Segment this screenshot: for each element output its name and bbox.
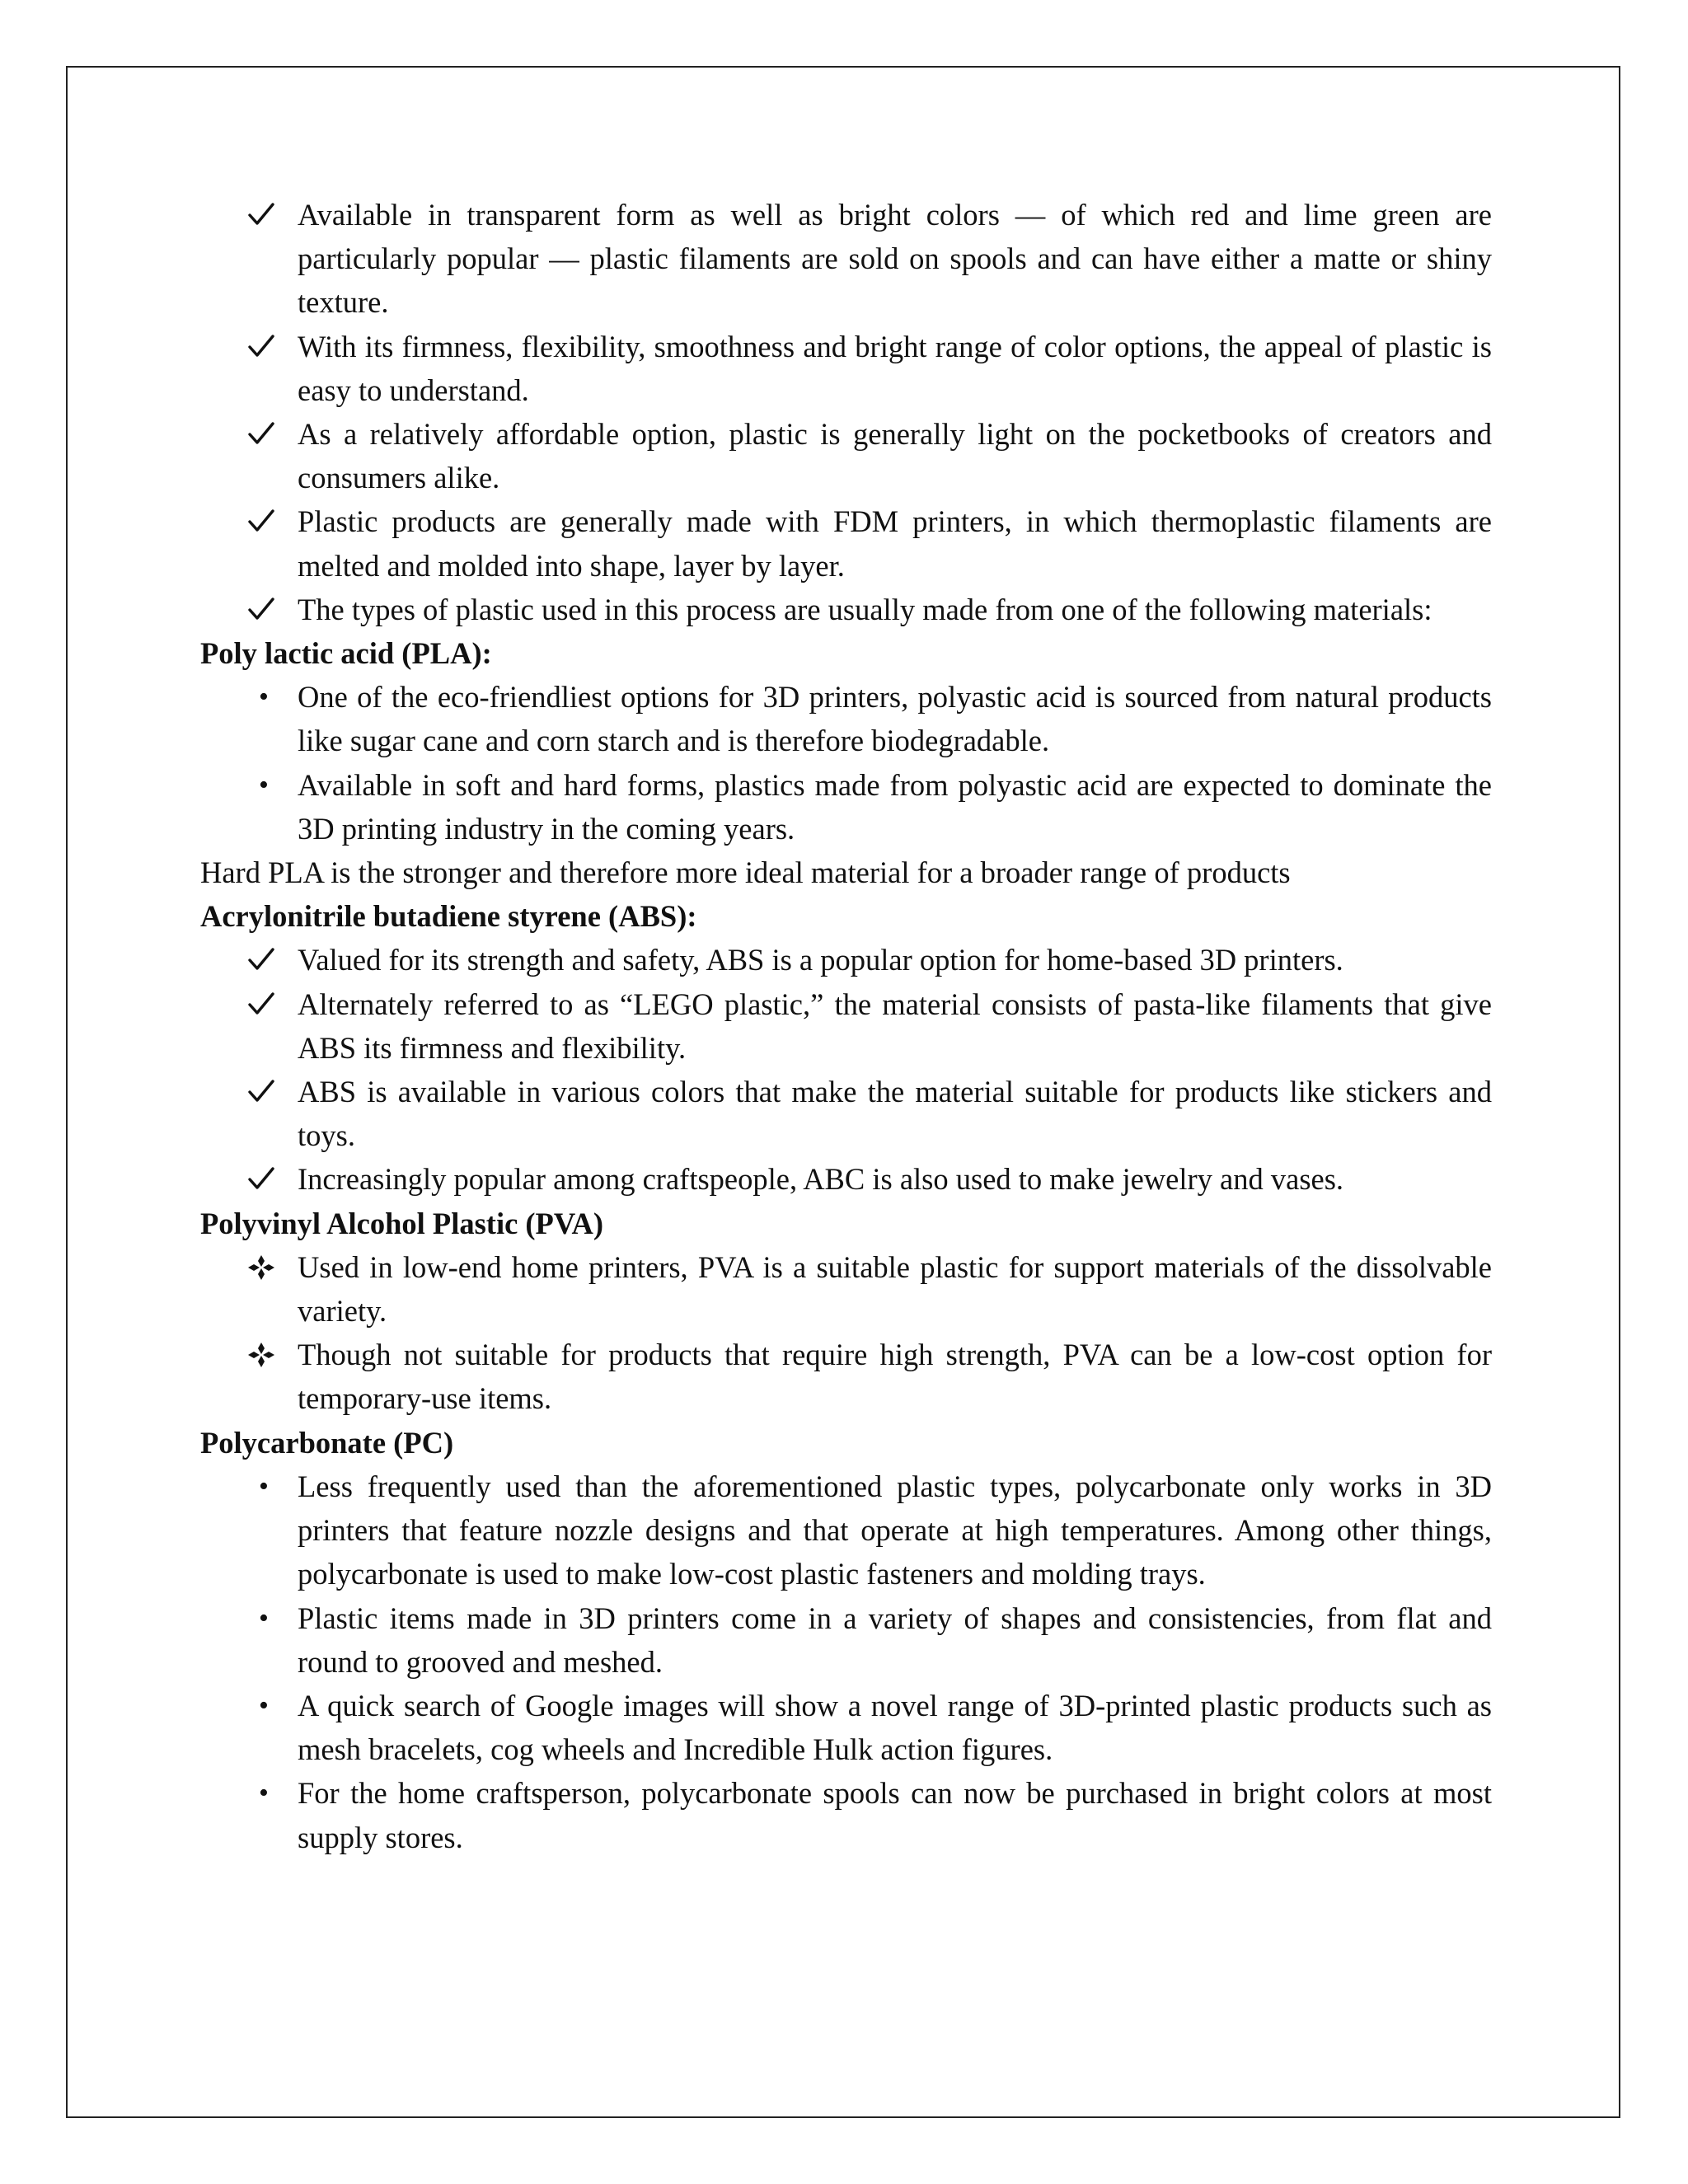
bullet-icon: •: [259, 1470, 269, 1502]
check-mark-icon: [247, 325, 280, 359]
list-item: [200, 1771, 1492, 1858]
list-item: [200, 325, 1492, 412]
bullet-icon: •: [259, 682, 269, 713]
list-item: [200, 588, 1492, 631]
list-item-text: Plastic products are generally made with FDM printers, in which thermoplastic filaments are melted and molded into shape, layer by layer.: [298, 504, 1492, 583]
section-heading-pla: Poly lactic acid (PLA):: [200, 636, 492, 671]
list-item-text: As a relatively affordable option, plastic is generally light on the pocketbooks of creators and consumers alike.: [298, 417, 1492, 495]
list-item-text: One of the eco-friendliest options for 3D printers, polyastic acid is sourced from natural products like sugar cane and corn starch and is therefore biodegradable.: [298, 680, 1492, 758]
list-item-text: Increasingly popular among craftspeople, ABC is also used to make jewelry and vases.: [298, 1162, 1344, 1197]
list-item-text: ABS is available in various colors that make the material suitable for products like stickers and toys.: [298, 1075, 1492, 1153]
section-heading-abs: Acrylonitrile butadiene styrene (ABS):: [200, 899, 697, 934]
check-mark-icon: [247, 412, 280, 446]
check-mark-icon: [247, 499, 280, 533]
list-item: [200, 499, 1492, 587]
list-item-text: Alternately referred to as “LEGO plastic,” the material consists of pasta-like filaments that give ABS its firmness and flexibility.: [298, 987, 1492, 1065]
list-item-text: Less frequently used than the aforementioned plastic types, polycarbonate only works in 3D printers that feature nozzle designs and that operate at high temperatures. Among other things, polycarbonate is used to make low-cost plastic fasteners and molding trays.: [298, 1469, 1492, 1591]
list-item: [200, 763, 1492, 851]
list-item: [200, 1465, 1492, 1596]
pla-list: [200, 675, 1492, 851]
list-item: [200, 1245, 1492, 1333]
check-mark-icon: [247, 982, 280, 1016]
pva-list: [200, 1245, 1492, 1421]
list-item-text: Used in low-end home printers, PVA is a suitable plastic for support materials of the dissolvable variety.: [298, 1249, 1492, 1329]
check-mark-icon: [247, 938, 280, 972]
list-item-text: For the home craftsperson, polycarbonate spools can now be purchased in bright colors at most supply stores.: [298, 1776, 1492, 1854]
section-heading-pc: Polycarbonate (PC): [200, 1425, 454, 1460]
list-item-text: A quick search of Google images will show a novel range of 3D-printed plastic products such as mesh bracelets, cog wheels and Incredible Hulk action figures.: [298, 1688, 1492, 1767]
list-item: [200, 412, 1492, 499]
abs-list: [200, 938, 1492, 1201]
four-diamond-icon: [247, 1245, 280, 1281]
list-item: [200, 1333, 1492, 1420]
list-item: [200, 1596, 1492, 1684]
list-item-text: Though not suitable for products that require high strength, PVA can be a low-cost option for temporary-use items.: [298, 1338, 1492, 1416]
list-item: [200, 982, 1492, 1070]
intro-list: [200, 193, 1492, 631]
document-body: [200, 193, 1492, 1859]
check-mark-icon: [247, 588, 280, 621]
list-item-text: Available in soft and hard forms, plastics made from polyastic acid are expected to dominate the 3D printing industry in the coming years.: [298, 767, 1492, 846]
list-item: [200, 1157, 1492, 1201]
list-item-text: Available in transparent form as well as bright colors — of which red and lime green are particularly popular — plastic filaments are sold on spools and can have either a matte or shiny texture.: [298, 198, 1492, 320]
list-item: [200, 193, 1492, 325]
section-heading-pva: Polyvinyl Alcohol Plastic (PVA): [200, 1206, 604, 1240]
list-item: [200, 938, 1492, 982]
list-item: [200, 1070, 1492, 1157]
check-mark-icon: [247, 1157, 280, 1191]
bullet-icon: •: [259, 1778, 269, 1809]
list-item-text: Valued for its strength and safety, ABS is a popular option for home-based 3D printers.: [298, 943, 1343, 977]
check-mark-icon: [247, 1070, 280, 1104]
pla-note: Hard PLA is the stronger and therefore more ideal material for a broader range of products: [200, 855, 1291, 890]
list-item-text: Plastic items made in 3D printers come in a variety of shapes and consistencies, from flat and round to grooved and meshed.: [298, 1601, 1492, 1679]
list-item-text: The types of plastic used in this process are usually made from one of the following materials:: [298, 592, 1432, 626]
list-item: [200, 675, 1492, 762]
bullet-icon: •: [259, 1690, 269, 1721]
four-diamond-icon: [247, 1333, 280, 1368]
bullet-icon: •: [259, 1602, 269, 1633]
list-item: [200, 1684, 1492, 1771]
bullet-icon: •: [259, 769, 269, 800]
pc-list: [200, 1465, 1492, 1859]
check-mark-icon: [247, 193, 280, 227]
list-item-text: With its firmness, flexibility, smoothness and bright range of color options, the appeal of plastic is easy to understand.: [298, 329, 1492, 407]
